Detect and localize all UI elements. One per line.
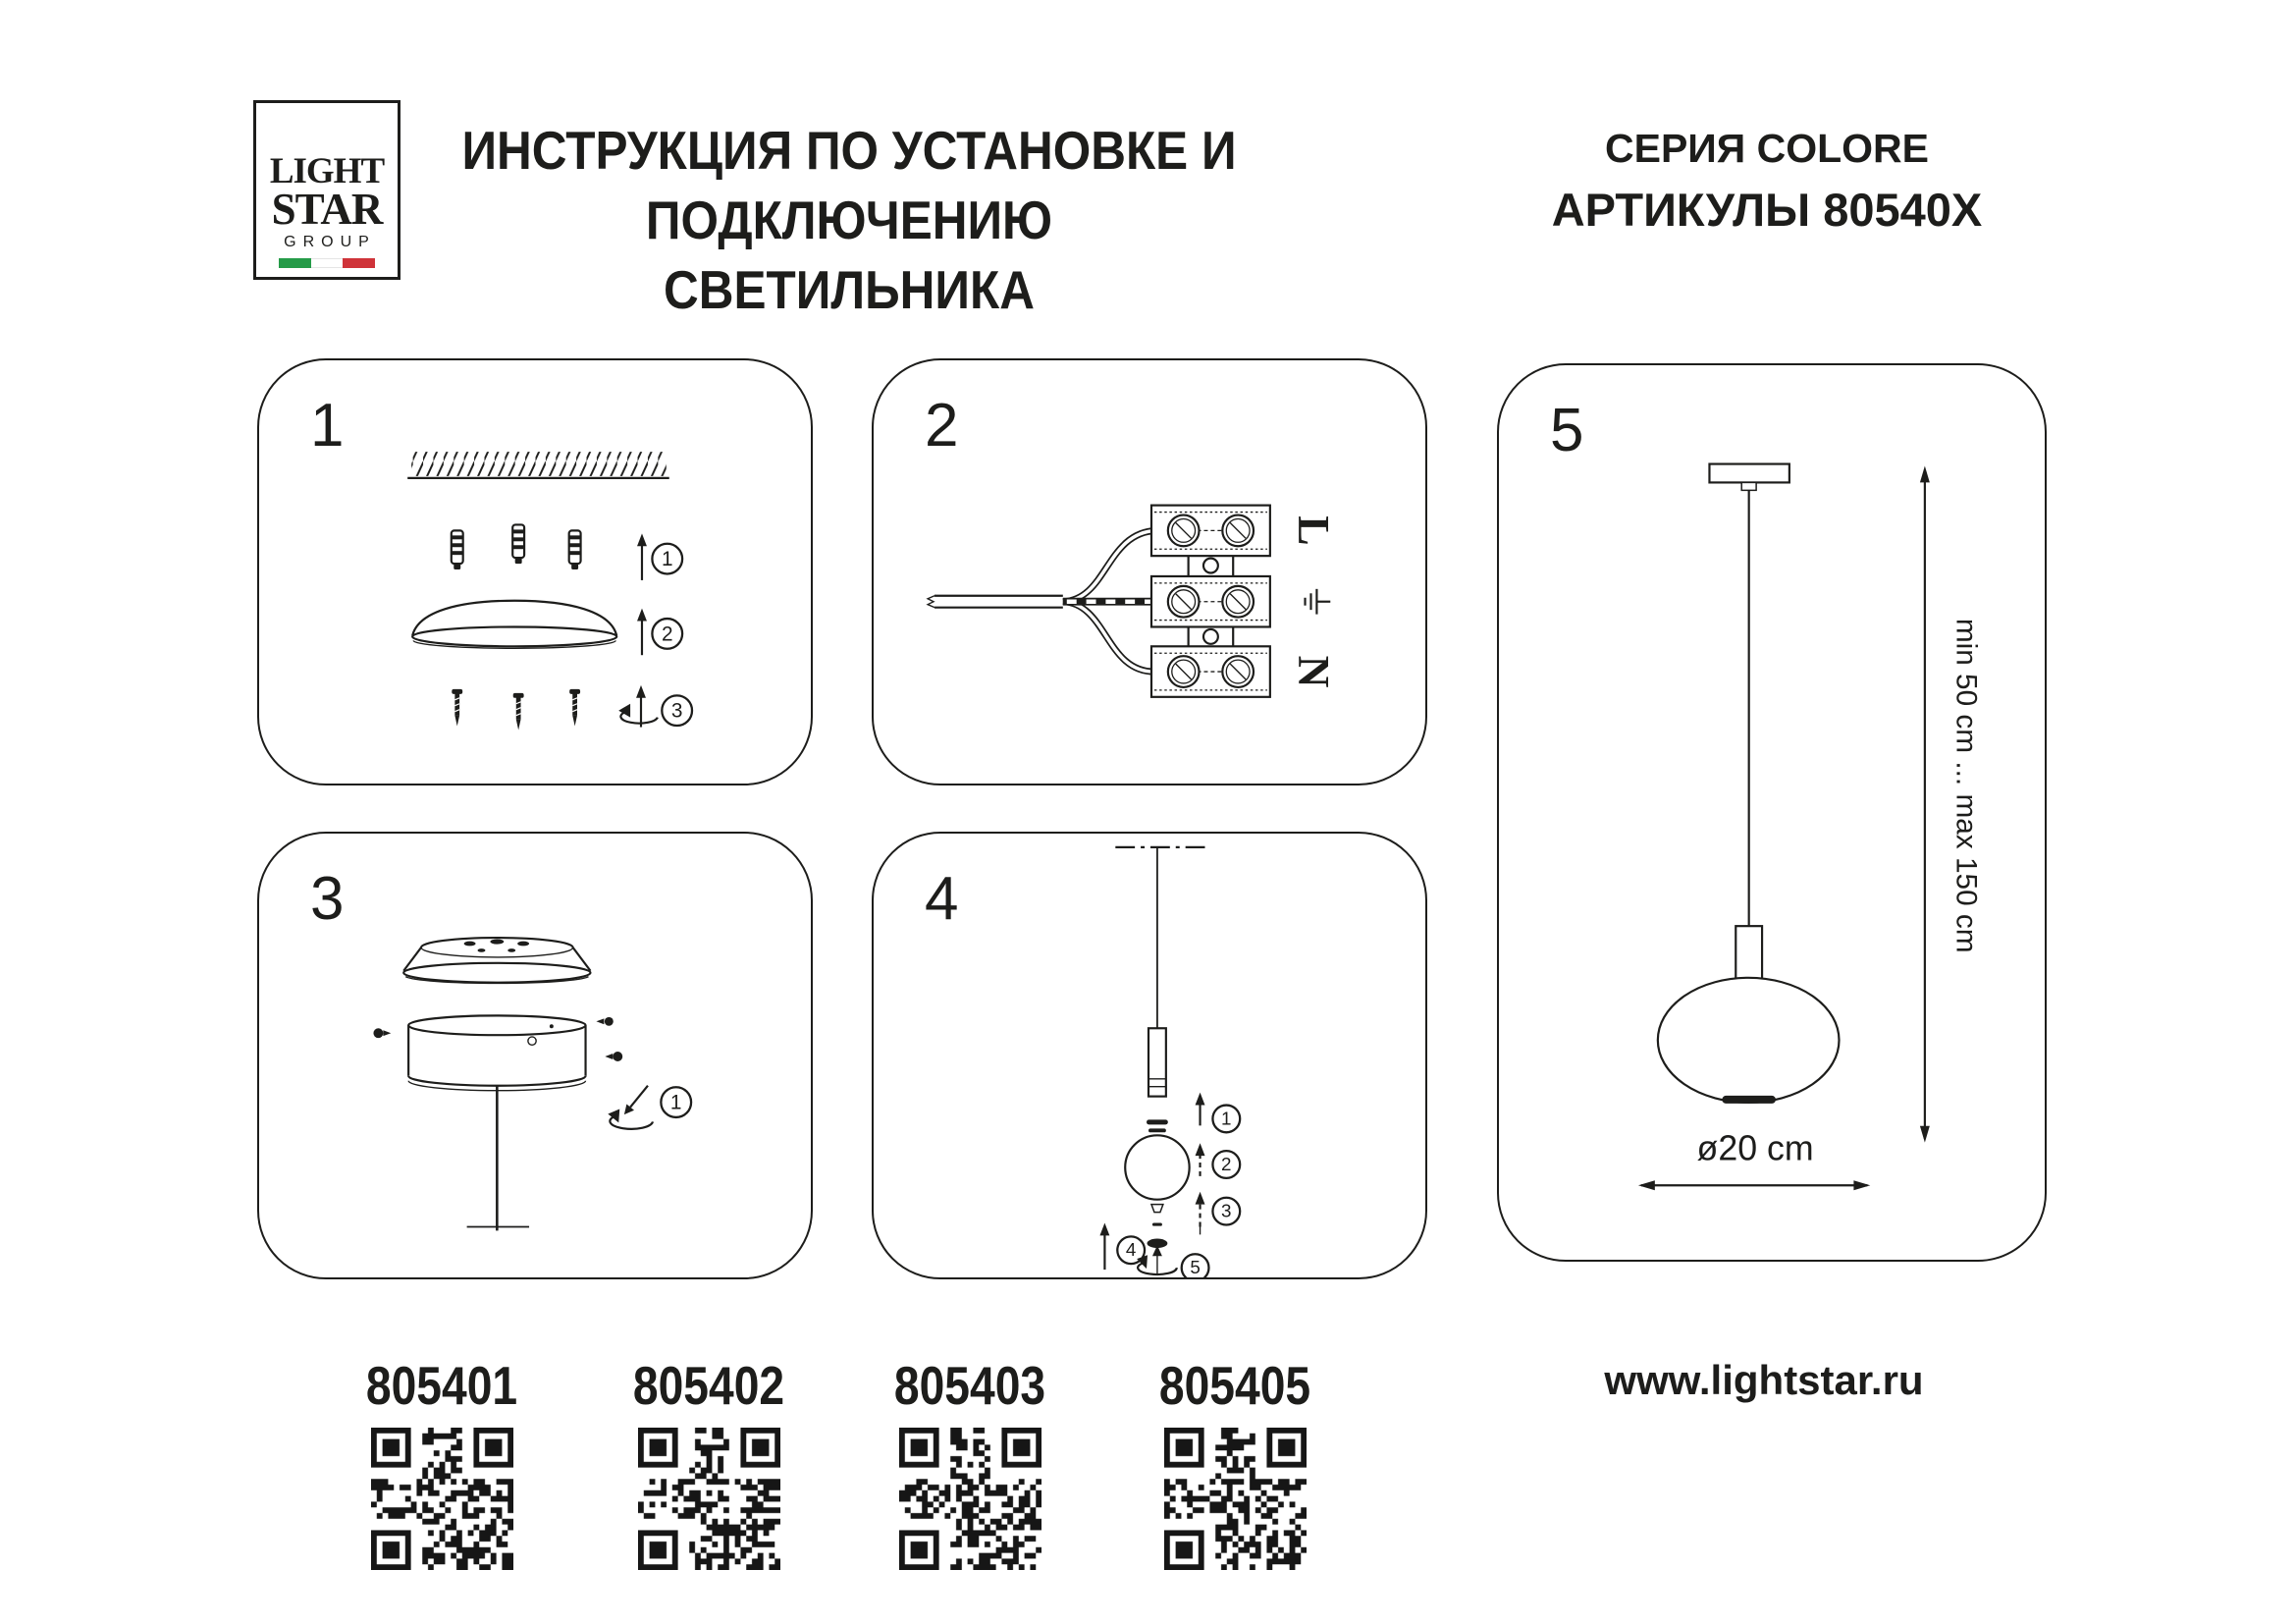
cord-grip xyxy=(1148,1028,1166,1096)
article-code: 805405 xyxy=(1158,1355,1311,1416)
step-marker-1 xyxy=(652,544,682,574)
article-code: 805401 xyxy=(365,1355,518,1416)
svg-text:1: 1 xyxy=(669,1091,682,1114)
step-marker-1 xyxy=(1212,1106,1240,1133)
ceiling-plate xyxy=(403,938,590,983)
series-title: СЕРИЯ COLORE xyxy=(1604,126,1930,171)
ceiling-hatch xyxy=(407,452,669,478)
qr-code xyxy=(638,1428,780,1570)
page-title-line2: ПОДКЛЮЧЕНИЮ СВЕТИЛЬНИКА xyxy=(645,189,1053,320)
neutral-label: N xyxy=(1288,655,1339,688)
step-5-dimensions-diagram xyxy=(1499,365,2045,1260)
ceiling-plate xyxy=(412,601,616,649)
step-marker-1 xyxy=(661,1087,691,1117)
panel-2-number: 2 xyxy=(925,392,959,460)
svg-text:3: 3 xyxy=(1221,1200,1232,1221)
panel-step-1 xyxy=(257,358,813,785)
step-marker-2 xyxy=(652,619,682,649)
ceiling-canopy xyxy=(1709,464,1789,491)
article-item xyxy=(1127,1355,1343,1570)
shade-fittings xyxy=(1148,1205,1168,1248)
height-dimension xyxy=(1920,466,1983,1143)
terminal-labels xyxy=(1289,515,1339,687)
svg-text:4: 4 xyxy=(1125,1239,1137,1261)
svg-text:3: 3 xyxy=(670,699,683,723)
svg-text:1: 1 xyxy=(661,548,673,571)
svg-text:2: 2 xyxy=(661,623,673,646)
article-item xyxy=(601,1355,817,1570)
step-marker-3 xyxy=(1212,1198,1240,1225)
panel-step-4 xyxy=(872,832,1427,1279)
step-marker-3 xyxy=(662,695,692,726)
height-range-label: min 50 cm ... max 150 cm xyxy=(1949,618,1983,953)
logo-light-text: LIGHT xyxy=(269,151,385,191)
svg-text:2: 2 xyxy=(1221,1153,1232,1174)
mounting-screws xyxy=(452,689,580,731)
panel-5-number: 5 xyxy=(1550,397,1584,464)
suspension-rod xyxy=(467,1086,529,1231)
cord-grip xyxy=(1735,926,1762,979)
wire-live xyxy=(1063,530,1156,601)
step-2-wiring-diagram xyxy=(874,360,1425,784)
lightstar-logo xyxy=(253,100,400,280)
page-title-line1: ИНСТРУКЦИЯ ПО УСТАНОВКЕ И xyxy=(461,120,1237,181)
shade-base xyxy=(1722,1096,1776,1104)
live-label: L xyxy=(1288,515,1339,546)
lamp-body xyxy=(408,1015,585,1090)
logo-group-text: GROUP xyxy=(284,234,376,250)
screwdriver-rotate-icon xyxy=(618,685,658,728)
earth-ground-icon xyxy=(1306,589,1331,615)
step-1-diagram xyxy=(259,360,811,784)
article-code: 805402 xyxy=(632,1355,785,1416)
page-title xyxy=(456,116,1243,325)
svg-text:1: 1 xyxy=(1221,1108,1232,1129)
glass-shade xyxy=(1125,1135,1189,1199)
panel-step-2 xyxy=(872,358,1427,785)
italy-flag-icon xyxy=(279,258,375,268)
screwdriver-rotate-icon xyxy=(608,1086,653,1129)
diameter-dimension xyxy=(1638,1128,1870,1190)
article-code: 805403 xyxy=(893,1355,1046,1416)
qr-code xyxy=(899,1428,1041,1570)
series-header xyxy=(1517,126,2017,236)
article-item xyxy=(862,1355,1078,1570)
panel-4-number: 4 xyxy=(925,865,959,933)
step-marker-5 xyxy=(1182,1254,1209,1277)
website-url: www.lightstar.ru xyxy=(1604,1357,1924,1403)
step-3-diagram xyxy=(259,834,811,1277)
wire-neutral xyxy=(1063,602,1156,672)
terminal-block xyxy=(1151,506,1270,697)
qr-code xyxy=(371,1428,513,1570)
mains-cable xyxy=(928,596,1063,608)
step-4-diagram xyxy=(874,834,1425,1277)
fixing-ring xyxy=(1147,1119,1168,1132)
arrow-up-icon xyxy=(637,609,647,656)
panel-step-3 xyxy=(257,832,813,1279)
wall-anchors xyxy=(452,524,581,569)
article-item xyxy=(334,1355,550,1570)
step-marker-2 xyxy=(1212,1151,1240,1178)
articles-title: АРТИКУЛЫ 80540X xyxy=(1551,184,1983,236)
glass-shade xyxy=(1658,978,1840,1103)
panel-1-number: 1 xyxy=(310,392,345,460)
step-arrows xyxy=(1196,1093,1205,1235)
arrow-up-icon xyxy=(637,533,647,580)
diameter-label: ø20 cm xyxy=(1696,1128,1814,1168)
svg-text:5: 5 xyxy=(1190,1257,1201,1277)
step-arrow-4 xyxy=(1099,1222,1109,1270)
logo-star-text: STAR xyxy=(271,185,383,234)
panel-step-5 xyxy=(1497,363,2047,1262)
panel-3-number: 3 xyxy=(310,865,345,933)
qr-code xyxy=(1164,1428,1307,1570)
